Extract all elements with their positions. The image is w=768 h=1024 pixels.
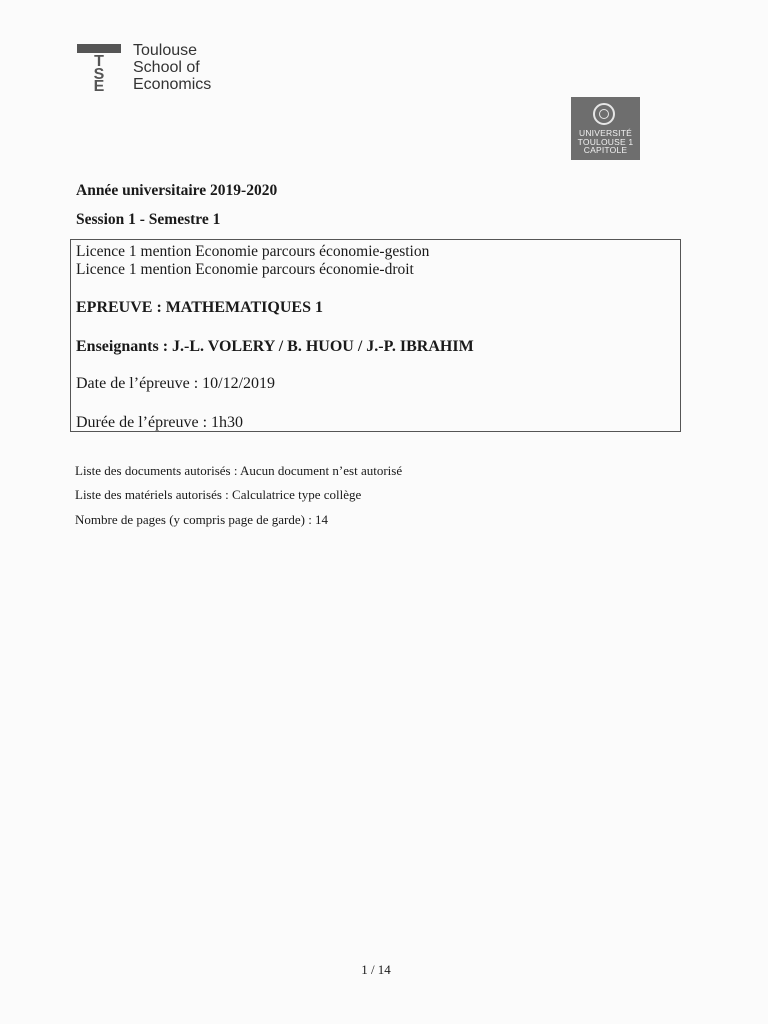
licence-line: Licence 1 mention Economie parcours économie-droit xyxy=(76,261,414,278)
seal-inner-ring xyxy=(599,109,609,119)
tse-logo-bar xyxy=(77,44,121,53)
ut1-logo-text xyxy=(573,129,638,155)
page-number: 1 / 14 xyxy=(361,962,391,977)
allowed-documents: Liste des documents autorisés : Aucun document n’est autorisé xyxy=(75,463,403,478)
page-count: Nombre de pages (y compris page de garde) : 14 xyxy=(75,512,329,527)
tse-logo xyxy=(77,44,237,96)
tse-name-line: Toulouse xyxy=(133,42,198,59)
tse-logo-letter-s: S xyxy=(93,66,105,83)
tse-logo-icon xyxy=(77,44,121,94)
ut1-logo-line: TOULOUSE 1 xyxy=(577,136,634,147)
allowed-materials: Liste des matériels autorisés : Calculatrice type collège xyxy=(75,487,362,502)
teachers: Enseignants : J.-L. VOLERY / B. HUOU / J.-P. IBRAHIM xyxy=(76,338,474,355)
exam-info-box xyxy=(70,239,681,432)
tse-name-line: School of xyxy=(133,59,200,76)
exam-title: EPREUVE : MATHEMATIQUES 1 xyxy=(76,299,323,316)
tse-logo-letter-e: E xyxy=(93,78,105,95)
ut1-logo-line: CAPITOLE xyxy=(583,145,628,155)
tse-logo-name xyxy=(133,42,211,93)
licence-line: Licence 1 mention Economie parcours économie-gestion xyxy=(76,243,430,260)
exam-date: Date de l’épreuve : 10/12/2019 xyxy=(76,375,276,392)
tse-name-line: Economics xyxy=(133,76,212,93)
exam-duration: Durée de l’épreuve : 1h30 xyxy=(76,414,244,431)
ut1-logo xyxy=(571,97,640,160)
session-semester: Session 1 - Semestre 1 xyxy=(76,211,221,228)
academic-year: Année universitaire 2019-2020 xyxy=(76,182,278,199)
university-seal-icon xyxy=(593,103,615,125)
tse-logo-letter-t: T xyxy=(94,53,104,70)
ut1-logo-line: UNIVERSITÉ xyxy=(578,128,632,138)
